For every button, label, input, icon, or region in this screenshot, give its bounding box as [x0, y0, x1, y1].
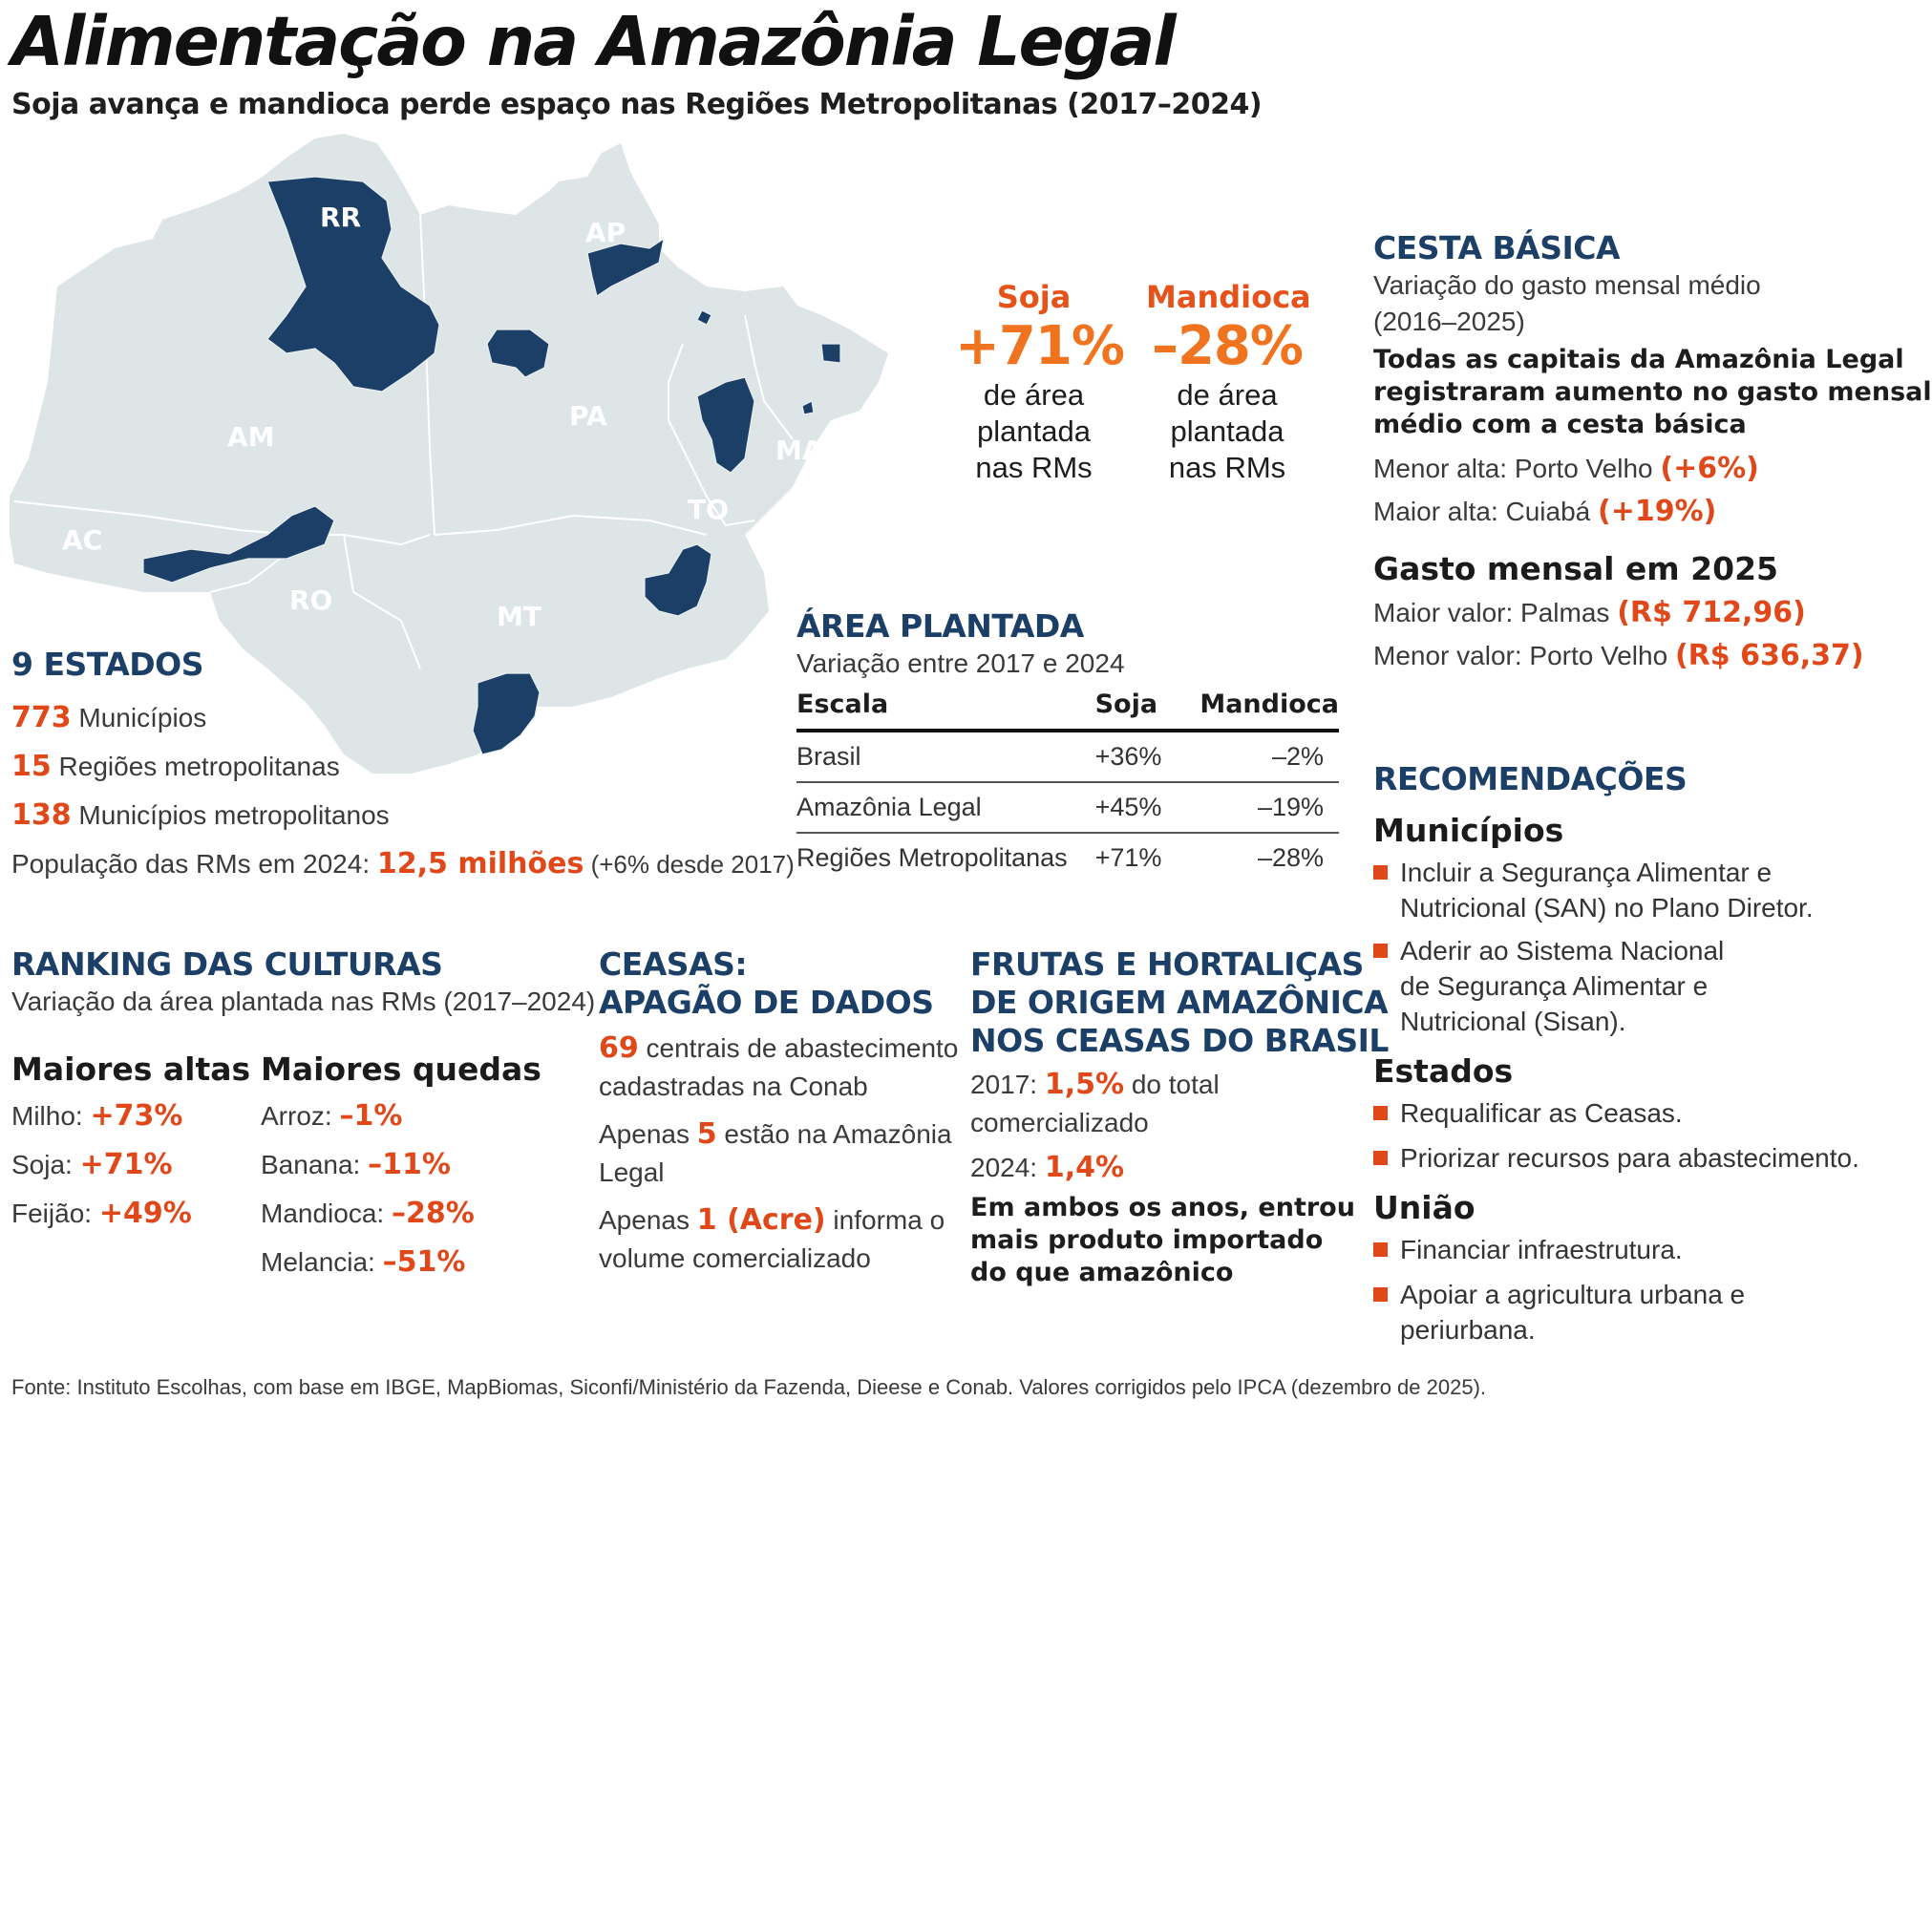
bullet-square-icon	[1373, 865, 1388, 880]
cell: –28%	[1257, 843, 1324, 872]
cesta-sub-2: (2016–2025)	[1373, 307, 1525, 336]
list-item: Soja: +71%	[11, 1148, 173, 1181]
frutas-bold-3: do que amazônico	[970, 1258, 1234, 1287]
ceasas-p3: Apenas 1 (Acre) informa o	[599, 1203, 945, 1237]
estados-line-rms: 15 Regiões metropolitanas	[11, 750, 340, 783]
svg-text:TO: TO	[688, 494, 729, 525]
svg-text:AC: AC	[62, 524, 103, 556]
area-plantada-section	[796, 607, 1341, 882]
bullet-square-icon	[1373, 1151, 1388, 1165]
cesta-bold-2: registraram aumento no gasto mensal	[1373, 377, 1932, 407]
svg-text:RR: RR	[320, 202, 362, 233]
frutas-section	[970, 945, 1389, 1289]
ranking-section	[11, 945, 596, 1020]
frutas-2017-cont: comercializado	[970, 1108, 1149, 1137]
cesta-heading: CESTA BÁSICA	[1373, 229, 1620, 266]
estados-population: População das RMs em 2024: 12,5 milhões (+6% desde 2017)	[11, 847, 795, 881]
cell: Amazônia Legal	[796, 782, 1095, 833]
list-item: Financiar infraestrutura.	[1373, 1232, 1822, 1267]
gasto-maior-valor: Maior valor: Palmas (R$ 712,96)	[1373, 596, 1806, 629]
ranking-altas	[11, 1050, 250, 1238]
col-escala: Escala	[796, 690, 1095, 731]
frutas-heading-1: FRUTAS E HORTALIÇAS	[970, 945, 1364, 983]
cesta-section	[1373, 229, 1932, 677]
bullet-square-icon	[1373, 944, 1388, 958]
recomendacoes-section	[1373, 760, 1859, 1348]
stat-soja-label: Soja	[996, 279, 1072, 315]
cell: +71%	[1094, 843, 1162, 872]
ceasas-p2: Apenas 5 estão na Amazônia	[599, 1117, 952, 1151]
source-footer: Fonte: Instituto Escolhas, com base em IBGE, MapBiomas, Siconfi/Ministério da Fazenda, Dieese e Conab. Valores corrigidos pelo IPCA (dezembro de 2025).	[11, 1375, 1487, 1399]
recomendacoes-heading: RECOMENDAÇÕES	[1373, 760, 1688, 797]
col-mandioca: Mandioca	[1200, 690, 1339, 731]
area-plantada-table	[796, 690, 1339, 882]
stat-mandioca	[1146, 279, 1311, 486]
cesta-menor-alta: Menor alta: Porto Velho (+6%)	[1373, 452, 1759, 485]
altas-heading: Maiores altas	[11, 1050, 251, 1088]
cell: +45%	[1095, 782, 1200, 833]
quedas-heading: Maiores quedas	[261, 1050, 541, 1088]
frutas-heading-2: DE ORIGEM AMAZÔNICA	[970, 984, 1389, 1021]
ceasas-p3-cont: volume comercializado	[599, 1243, 871, 1273]
area-plantada-subheading: Variação entre 2017 e 2024	[796, 648, 1125, 678]
svg-text:AP: AP	[585, 217, 626, 248]
svg-text:AM: AM	[227, 421, 275, 453]
list-item: Feijão: +49%	[11, 1197, 192, 1230]
stat-mandioca-desc-2: plantada	[1170, 414, 1284, 448]
table-header-row	[796, 690, 1339, 731]
frutas-2024: 2024: 1,4%	[970, 1151, 1125, 1184]
cell: Regiões Metropolitanas	[796, 843, 1068, 872]
table-row	[796, 782, 1339, 833]
list-item: Requalificar as Ceasas.	[1373, 1095, 1822, 1131]
stat-soja-value: +71%	[955, 315, 1124, 377]
table-row	[796, 731, 1339, 782]
frutas-bold-1: Em ambos os anos, entrou	[970, 1193, 1355, 1222]
stat-mandioca-label: Mandioca	[1146, 279, 1311, 315]
svg-text:RO: RO	[289, 584, 333, 616]
list-item: Milho: +73%	[11, 1099, 183, 1133]
bullet-square-icon	[1373, 1106, 1388, 1120]
list-item: Aderir ao Sistema Nacional de Segurança Alimentar e Nutricional (Sisan).	[1373, 933, 1822, 1039]
gasto-menor-valor: Menor valor: Porto Velho (R$ 636,37)	[1373, 639, 1864, 672]
estados-section	[11, 646, 795, 889]
ceasas-heading-2: APAGÃO DE DADOS	[599, 984, 934, 1021]
cell: –2%	[1200, 731, 1339, 782]
ranking-quedas	[261, 1050, 547, 1286]
page-subtitle: Soja avança e mandioca perde espaço nas Regiões Metropolitanas (2017–2024)	[11, 88, 1263, 121]
list-item: Apoiar a agricultura urbana e periurbana.	[1373, 1277, 1822, 1348]
svg-text:MT: MT	[497, 601, 541, 632]
estados-heading: 9 ESTADOS	[11, 646, 203, 683]
ranking-subheading: Variação da área plantada nas RMs (2017–2024)	[11, 987, 596, 1016]
col-soja: Soja	[1095, 690, 1200, 731]
stat-mandioca-value: –28%	[1151, 315, 1304, 377]
page-title: Alimentação na Amazônia Legal	[11, 2, 1175, 81]
rec-uniao-heading: União	[1373, 1189, 1476, 1226]
area-plantada-heading: ÁREA PLANTADA	[796, 607, 1084, 645]
estados-line-municipios: 773 Municípios	[11, 701, 207, 734]
frutas-2017: 2017: 1,5% do total	[970, 1068, 1220, 1101]
ceasas-p1-cont: cadastradas na Conab	[599, 1072, 868, 1101]
ceasas-p2-cont: Legal	[599, 1157, 665, 1187]
cesta-maior-alta: Maior alta: Cuiabá (+19%)	[1373, 495, 1717, 528]
cesta-bold-1: Todas as capitais da Amazônia Legal	[1373, 345, 1904, 374]
frutas-bold-2: mais produto importado	[970, 1225, 1324, 1255]
bullet-square-icon	[1373, 1242, 1388, 1257]
stat-soja-desc-3: nas RMs	[975, 451, 1093, 484]
list-item: Melancia: –51%	[261, 1245, 466, 1279]
ceasas-section	[599, 945, 959, 1278]
svg-text:PA: PA	[569, 400, 607, 432]
frutas-heading-3: NOS CEASAS DO BRASIL	[970, 1022, 1389, 1059]
rec-municipios-heading: Municípios	[1373, 812, 1564, 849]
table-row	[796, 833, 1339, 882]
gasto-heading: Gasto mensal em 2025	[1373, 550, 1779, 587]
stat-mandioca-desc-1: de área	[1177, 378, 1278, 412]
estados-line-metro: 138 Municípios metropolitanos	[11, 798, 390, 832]
ranking-heading: RANKING DAS CULTURAS	[11, 945, 443, 983]
ceasas-p1: 69 centrais de abastecimento	[599, 1031, 959, 1065]
stat-mandioca-desc-3: nas RMs	[1168, 451, 1286, 484]
stat-soja-desc-1: de área	[983, 378, 1085, 412]
list-item: Mandioca: –28%	[261, 1197, 475, 1230]
stat-soja-desc-2: plantada	[977, 414, 1091, 448]
stat-soja	[955, 279, 1124, 486]
cesta-sub-1: Variação do gasto mensal médio	[1373, 270, 1761, 300]
cell: Brasil	[796, 731, 1095, 782]
list-item: Priorizar recursos para abastecimento.	[1373, 1140, 1822, 1176]
svg-text:MA: MA	[775, 435, 823, 466]
list-item: Banana: –11%	[261, 1148, 451, 1181]
rec-estados-heading: Estados	[1373, 1052, 1514, 1090]
bullet-square-icon	[1373, 1287, 1388, 1302]
cell: –19%	[1200, 782, 1339, 833]
list-item: Arroz: –1%	[261, 1099, 403, 1133]
ceasas-heading-1: CEASAS:	[599, 945, 748, 983]
cesta-bold-3: médio com a cesta básica	[1373, 410, 1747, 439]
list-item: Incluir a Segurança Alimentar e Nutricional (SAN) no Plano Diretor.	[1373, 855, 1822, 925]
cell: +36%	[1095, 731, 1200, 782]
